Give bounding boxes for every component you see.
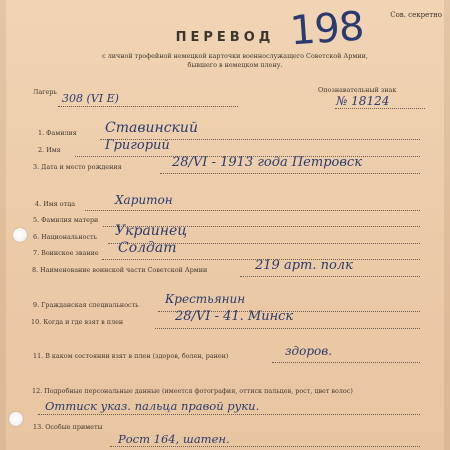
punch-hole-top — [13, 228, 27, 242]
field-rank-label: 7. Воинское звание — [33, 249, 99, 257]
secrecy-stamp: Сов. секретно — [390, 11, 442, 19]
camp-label: Лагерь — [33, 88, 57, 96]
field-details-underline — [38, 414, 420, 415]
field-marks-underline — [110, 446, 420, 447]
field-birth-underline — [160, 173, 420, 174]
camp-value: 308 (VI E) — [62, 92, 119, 105]
subtitle-line-1: с личной трофейной немецкой карточки военнослужащего Советской Армии, — [102, 52, 368, 60]
field-rank-value: Солдат — [118, 240, 177, 256]
field-condition-label: 11. В каком состоянии взят в плен (здоров, болен, ранен) — [33, 352, 229, 360]
field-name-value: Григорий — [105, 138, 170, 153]
field-birth-label: 3. Дата и место рождения — [33, 163, 122, 171]
document-title: ПЕРЕВОД — [175, 30, 275, 45]
field-nationality-value: Украинец — [115, 223, 188, 239]
field-profession-value: Крестьянин — [165, 292, 246, 306]
field-profession-label: 9. Гражданская специальность — [33, 301, 139, 309]
field-unit-label: 8. Наименование воинской части Советской Армии — [32, 266, 208, 274]
field-surname-label: 1. Фамилия — [38, 129, 77, 137]
field-marks-value: Рост 164, шатен. — [118, 432, 230, 446]
right-edge-shadow — [444, 0, 450, 450]
field-nationality-label: 6. Национальность — [33, 233, 98, 241]
field-details-value: Оттиск указ. пальца правой руки. — [45, 399, 260, 413]
field-condition-value: здоров. — [285, 344, 333, 358]
id-mark-value: № 18124 — [336, 94, 390, 108]
document-subtitle — [60, 52, 410, 70]
field-unit-underline — [240, 276, 420, 277]
left-edge-shadow — [0, 0, 6, 450]
field-condition-underline — [272, 362, 420, 363]
punch-hole-bottom — [9, 412, 23, 426]
field-captured-underline — [155, 328, 420, 329]
field-captured-value: 28/VI - 41. Минск — [175, 309, 294, 324]
field-name-label: 2. Имя — [38, 146, 61, 154]
field-details-label: 12. Подробные персональные данные (имеется фотография, оттиск пальцев, рост, цвет волос) — [32, 387, 353, 395]
field-unit-value: 219 арт. полк — [255, 258, 353, 273]
id-mark-label: Опознавательный знак — [318, 86, 397, 94]
field-marks-label: 13. Особые приметы — [33, 423, 103, 431]
field-birth-value: 28/VI - 1913 года Петровск — [172, 155, 362, 170]
camp-underline — [58, 106, 238, 107]
field-surname-value: Ставинский — [105, 120, 198, 136]
field-father-value: Харитон — [115, 193, 173, 207]
field-captured-label: 10. Когда и где взят в плен — [31, 318, 124, 326]
field-father-underline — [85, 210, 420, 211]
handwritten-doc-number: 198 — [288, 3, 365, 55]
id-mark-underline — [335, 108, 425, 109]
subtitle-line-2: бывшего в немецком плену. — [187, 61, 283, 69]
field-mother-label: 5. Фамилия матери — [33, 216, 99, 224]
field-father-label: 4. Имя отца — [35, 200, 76, 208]
